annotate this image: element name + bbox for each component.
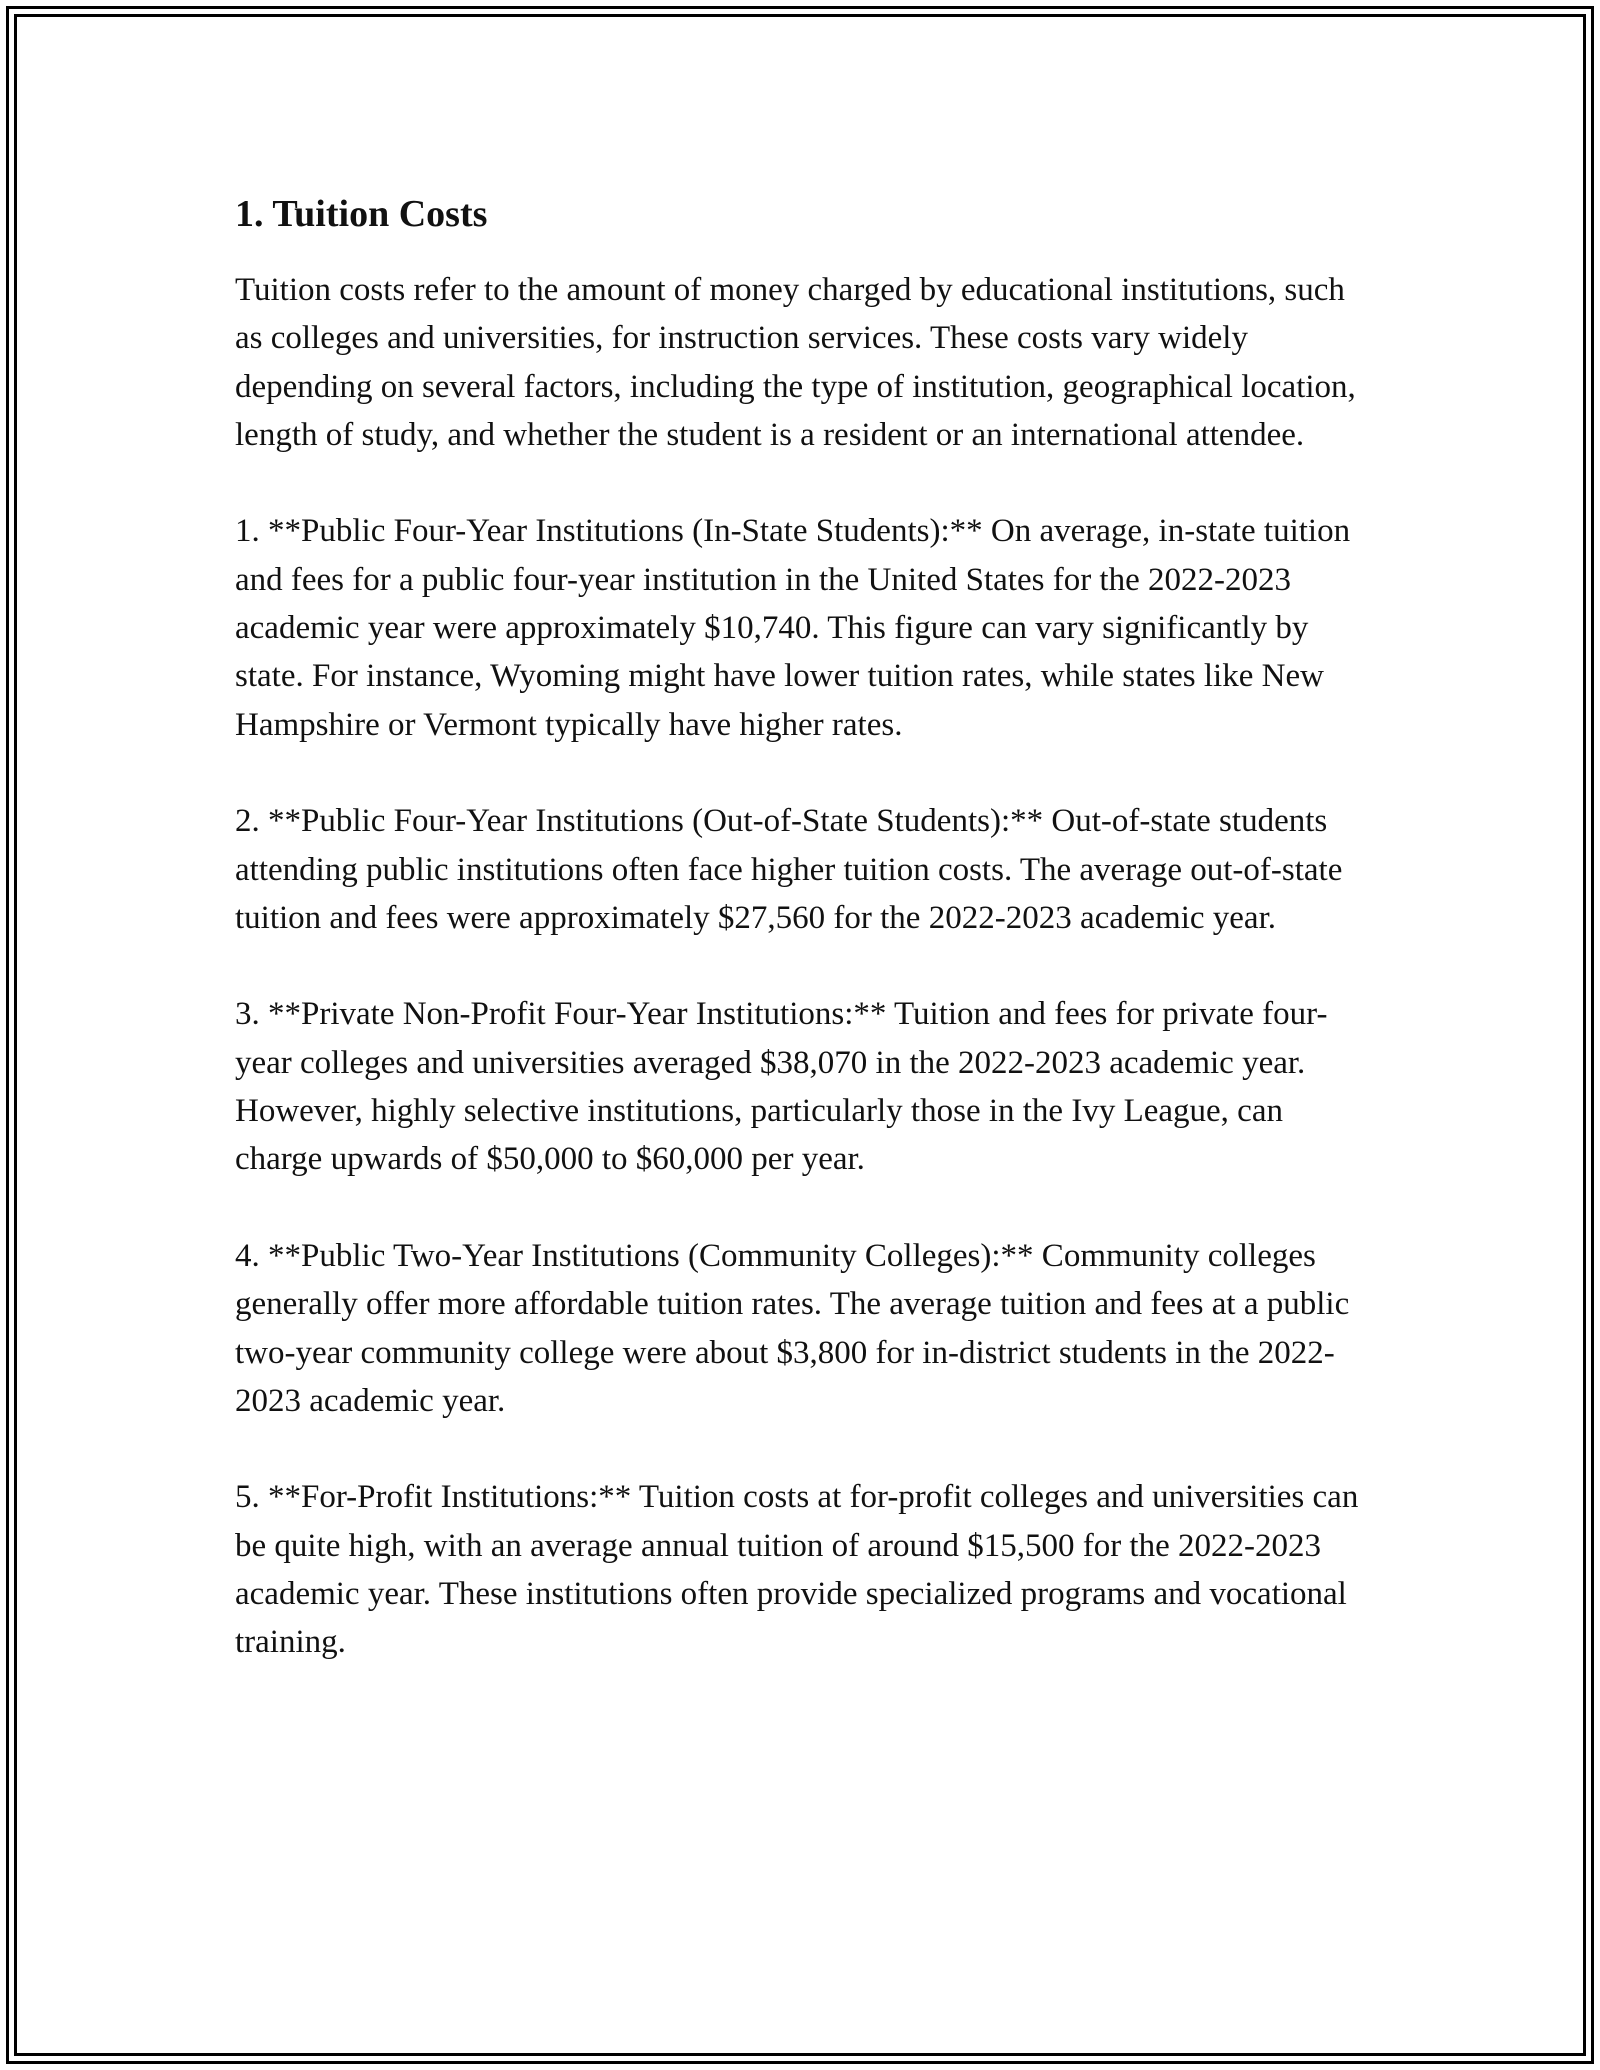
intro-paragraph: Tuition costs refer to the amount of money charged by educational institutions, such as colleges and universities, for instruction services. These costs vary widely depending on several factors, including the type of institution, geographical location, length of study, and whether the student is a resident or an international attendee. xyxy=(235,272,1356,453)
document-body xyxy=(235,188,1370,1715)
list-item-community-colleges: 4. **Public Two-Year Institutions (Community Colleges):** Community colleges generally offer more affordable tuition rates. The average tuition and fees at a public two-year community college were about $3,800 for in-district students in the 2022-2023 academic year. xyxy=(235,1237,1350,1419)
list-item-public-in-state: 1. **Public Four-Year Institutions (In-State Students):** On average, in-state tuition and fees for a public four-year institution in the United States for the 2022-2023 academic year were approximately $10,740. This figure can vary significantly by state. For instance, Wyoming might have lower tuition rates, while states like New Hampshire or Vermont typically have higher rates. xyxy=(235,513,1351,743)
list-item-for-profit: 5. **For-Profit Institutions:** Tuition costs at for-profit colleges and universities can be quite high, with an average annual tuition of around $15,500 for the 2022-2023 academic year. These institutions often provide specialized programs and vocational training. xyxy=(235,1479,1359,1661)
list-item-private-non-profit: 3. **Private Non-Profit Four-Year Institutions:** Tuition and fees for private four-year colleges and universities averaged $38,070 in the 2022-2023 academic year. However, highly selective institutions, particularly those in the Ivy League, can charge upwards of $50,000 to $60,000 per year. xyxy=(235,996,1328,1178)
list-item-public-out-of-state: 2. **Public Four-Year Institutions (Out-of-State Students):** Out-of-state students attending public institutions often face higher tuition costs. The average out-of-state tuition and fees were approximately $27,560 for the 2022-2023 academic year. xyxy=(235,803,1343,936)
section-heading: 1. Tuition Costs xyxy=(235,193,488,235)
